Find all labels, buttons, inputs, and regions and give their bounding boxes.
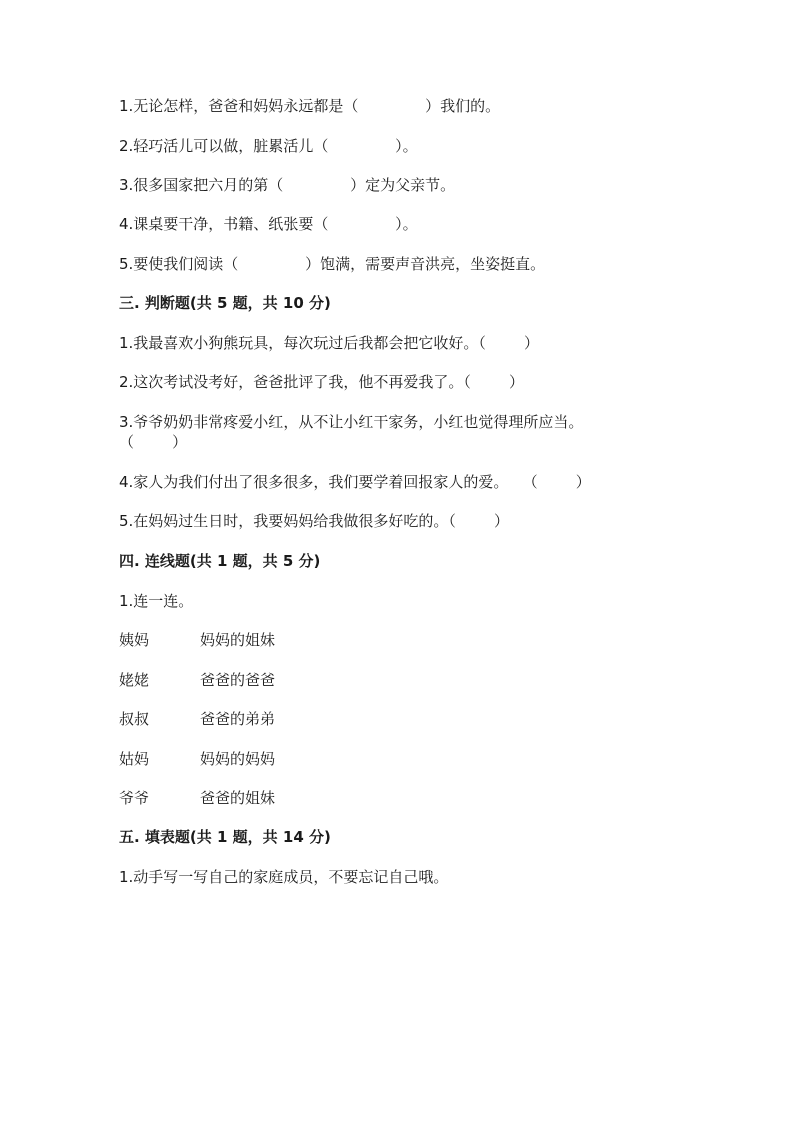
judge-question-4: 4.家人为我们付出了很多很多，我们要学着回报家人的爱。 （ ） xyxy=(119,473,591,491)
matching-right-item: 妈妈的姐妹 xyxy=(200,631,276,649)
fill-blank-question-1: 1.无论怎样，爸爸和妈妈永远都是（ ）我们的。 xyxy=(119,97,501,115)
judge-section-heading: 三. 判断题(共 5 题，共 10 分) xyxy=(119,294,331,312)
fill-blank-question-5: 5.要使我们阅读（ ）饱满，需要声音洪亮，坐姿挺直。 xyxy=(119,255,546,273)
matching-left-item: 姥姥 xyxy=(119,671,150,689)
judge-question-3-answer: （ ） xyxy=(119,433,188,451)
matching-left-item: 叔叔 xyxy=(119,710,150,728)
matching-right-item: 爸爸的弟弟 xyxy=(200,710,276,728)
judge-question-1: 1.我最喜欢小狗熊玩具，每次玩过后我都会把它收好。（ ） xyxy=(119,334,539,352)
matching-prompt: 1.连一连。 xyxy=(119,592,194,610)
matching-right-item: 妈妈的妈妈 xyxy=(200,750,276,768)
fill-blank-question-3: 3.很多国家把六月的第（ ）定为父亲节。 xyxy=(119,176,456,194)
judge-question-5: 5.在妈妈过生日时，我要妈妈给我做很多好吃的。（ ） xyxy=(119,512,509,530)
matching-left-item: 爷爷 xyxy=(119,789,150,807)
matching-left-item: 姨妈 xyxy=(119,631,150,649)
fill-blank-question-4: 4.课桌要干净，书籍、纸张要（ ）。 xyxy=(119,215,418,233)
matching-right-item: 爸爸的姐妹 xyxy=(200,789,276,807)
judge-question-2: 2.这次考试没考好，爸爸批评了我，他不再爱我了。（ ） xyxy=(119,373,524,391)
judge-question-3: 3.爷爷奶奶非常疼爱小红，从不让小红干家务，小红也觉得理所应当。 xyxy=(119,413,584,431)
table-fill-prompt: 1.动手写一写自己的家庭成员，不要忘记自己哦。 xyxy=(119,868,449,886)
matching-left-item: 姑妈 xyxy=(119,750,150,768)
table-fill-section-heading: 五. 填表题(共 1 题，共 14 分) xyxy=(119,828,331,846)
matching-section-heading: 四. 连线题(共 1 题，共 5 分) xyxy=(119,552,321,570)
fill-blank-question-2: 2.轻巧活儿可以做，脏累活儿（ ）。 xyxy=(119,137,418,155)
matching-right-item: 爸爸的爸爸 xyxy=(200,671,276,689)
